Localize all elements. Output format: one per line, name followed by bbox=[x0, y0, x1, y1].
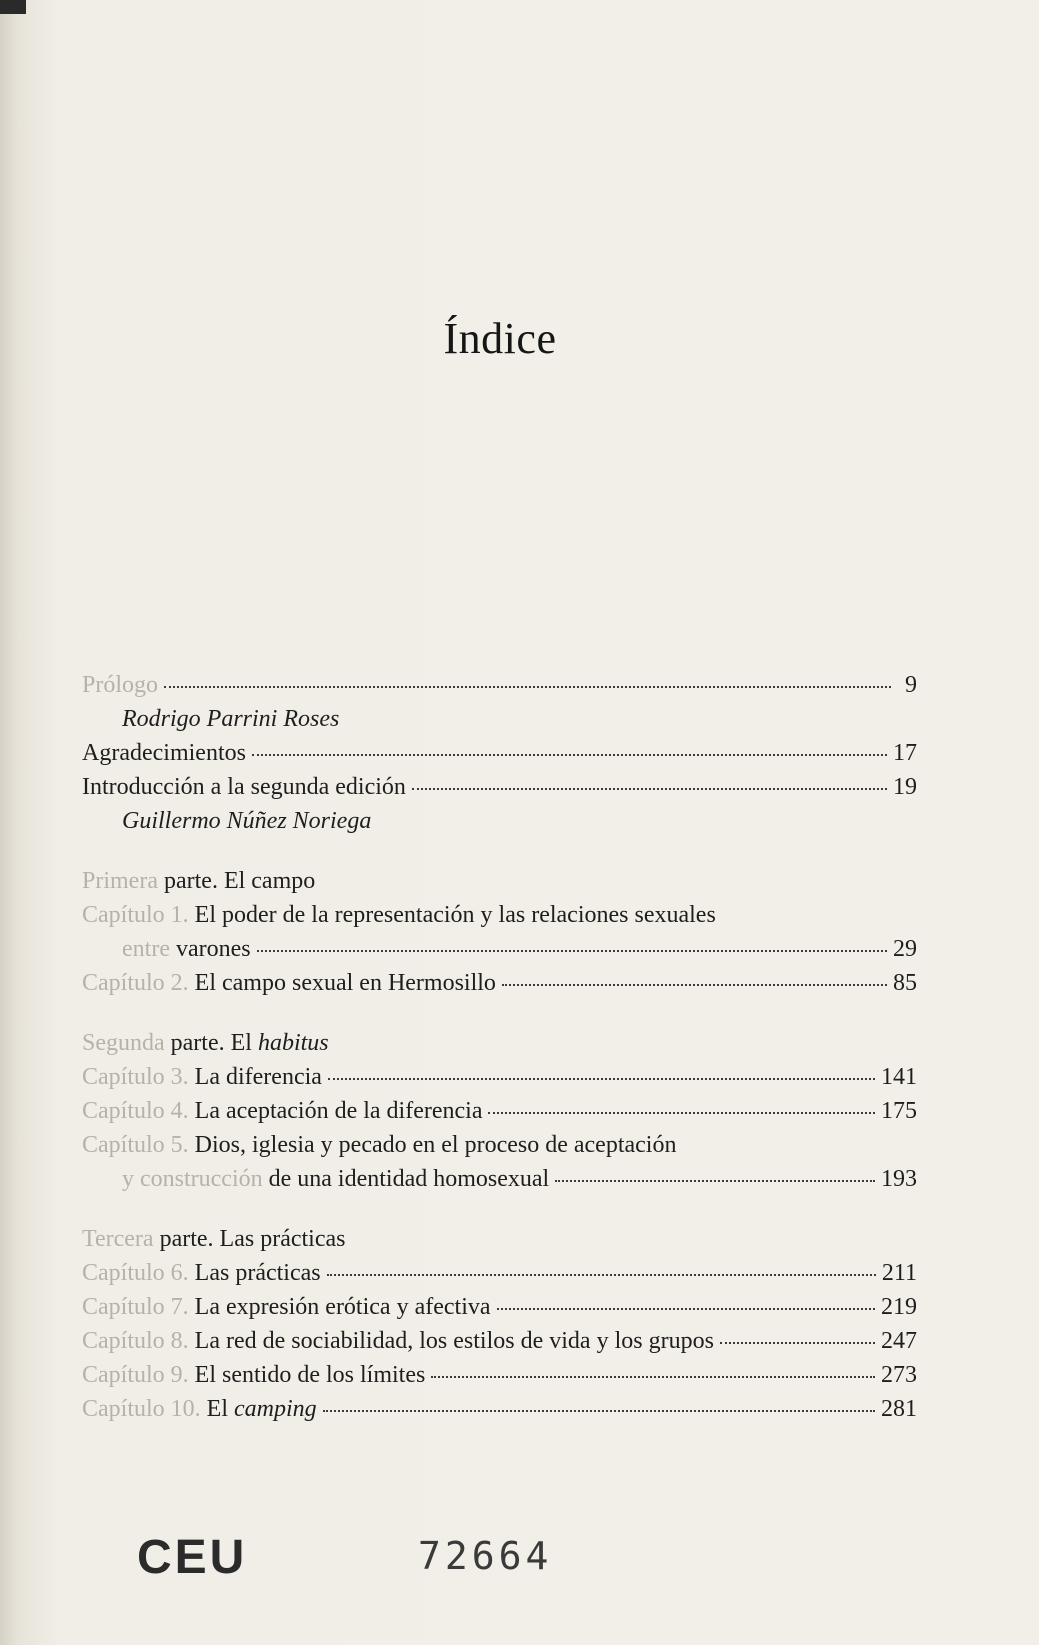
toc-entry-chapter-10 bbox=[82, 1392, 917, 1426]
toc-entry-chapter-2 bbox=[82, 966, 917, 1000]
chapter-label bbox=[82, 1392, 317, 1426]
toc-entry-agradecimientos bbox=[82, 736, 917, 770]
toc-entry-chapter-3 bbox=[82, 1060, 917, 1094]
leader-dots bbox=[488, 1111, 875, 1114]
part-title: parte. Las prácticas bbox=[159, 1226, 346, 1252]
chapter-prefix: Capítulo bbox=[82, 1098, 165, 1124]
toc-entry-chapter-7 bbox=[82, 1290, 917, 1324]
chapter-title: Dios, iglesia y pecado en el proceso de aceptación bbox=[194, 1132, 677, 1158]
leader-dots bbox=[323, 1409, 875, 1412]
chapter-number: 8. bbox=[170, 1328, 189, 1354]
entry-label: Introducción a la segunda edición bbox=[82, 774, 406, 800]
part-prefix: Primera bbox=[82, 868, 158, 894]
leader-dots bbox=[412, 787, 887, 790]
chapter-label bbox=[82, 1290, 491, 1324]
part-1 bbox=[82, 864, 917, 1000]
library-stamp-logo: CEU bbox=[137, 1531, 248, 1584]
part-title: parte. El bbox=[170, 1030, 252, 1056]
chapter-title: La diferencia bbox=[194, 1064, 322, 1090]
toc-entry-chapter-9 bbox=[82, 1358, 917, 1392]
part-2 bbox=[82, 1026, 917, 1196]
page-number: 141 bbox=[881, 1064, 917, 1090]
toc-entry-chapter-5-cont bbox=[82, 1162, 917, 1196]
leader-dots bbox=[497, 1307, 875, 1310]
chapter-title: La aceptación de la diferencia bbox=[194, 1098, 483, 1124]
chapter-prefix: Capítulo bbox=[82, 1328, 165, 1354]
page-number: 273 bbox=[881, 1362, 917, 1388]
chapter-label bbox=[82, 1324, 714, 1358]
chapter-title: La red de sociabilidad, los estilos de vida y los grupos bbox=[194, 1328, 714, 1354]
chapter-number: 7. bbox=[170, 1294, 189, 1320]
toc-entry-chapter-4 bbox=[82, 1094, 917, 1128]
chapter-prefix: Capítulo bbox=[82, 1362, 165, 1388]
leader-dots bbox=[327, 1273, 876, 1276]
leader-dots bbox=[328, 1077, 875, 1080]
chapter-prefix: Capítulo bbox=[82, 1132, 165, 1158]
chapter-number: 3. bbox=[170, 1064, 189, 1090]
page-number: 19 bbox=[893, 774, 917, 800]
library-stamp-number: 72664 bbox=[418, 1534, 553, 1578]
chapter-prefix: Capítulo bbox=[82, 970, 165, 996]
page-number: 193 bbox=[881, 1166, 917, 1192]
chapter-label bbox=[82, 966, 496, 1000]
chapter-title-rest: varones bbox=[175, 936, 251, 962]
entry-label: Agradecimientos bbox=[82, 740, 246, 766]
front-matter bbox=[82, 668, 917, 838]
page-number: 219 bbox=[881, 1294, 917, 1320]
chapter-title: El sentido de los límites bbox=[194, 1362, 426, 1388]
page-number: 9 bbox=[905, 672, 917, 698]
chapter-number: 2. bbox=[170, 970, 189, 996]
toc-entry-chapter-1 bbox=[82, 898, 917, 932]
chapter-label bbox=[82, 1094, 482, 1128]
page-number: 17 bbox=[893, 740, 917, 766]
chapter-prefix: Capítulo bbox=[82, 1396, 165, 1422]
chapter-number: 4. bbox=[170, 1098, 189, 1124]
toc-entry-chapter-1-cont bbox=[82, 932, 917, 966]
toc-entry-chapter-5 bbox=[82, 1128, 917, 1162]
page-number: 211 bbox=[881, 1260, 917, 1286]
part-title-italic: habitus bbox=[257, 1030, 329, 1056]
chapter-title: El campo sexual en Hermosillo bbox=[194, 970, 496, 996]
chapter-label bbox=[82, 1256, 321, 1290]
chapter-label bbox=[82, 1358, 425, 1392]
chapter-title-cont bbox=[122, 1162, 549, 1196]
chapter-title-rest: de una identidad homosexual bbox=[268, 1166, 550, 1192]
part-title: parte. El campo bbox=[163, 868, 316, 894]
page-title: Índice bbox=[443, 314, 557, 364]
table-of-contents bbox=[82, 668, 917, 1452]
page-edge bbox=[0, 0, 26, 14]
part-heading bbox=[82, 1026, 917, 1060]
chapter-number: 5. bbox=[170, 1132, 189, 1158]
chapter-title-prefix: y construcción bbox=[122, 1166, 263, 1192]
chapter-title: La expresión erótica y afectiva bbox=[194, 1294, 491, 1320]
leader-dots bbox=[257, 949, 887, 952]
entry-label: Prólogo bbox=[82, 672, 159, 698]
leader-dots bbox=[720, 1341, 875, 1344]
page-number: 175 bbox=[881, 1098, 917, 1124]
part-prefix: Segunda bbox=[82, 1030, 165, 1056]
leader-dots bbox=[164, 685, 891, 688]
part-heading bbox=[82, 864, 917, 898]
toc-entry-introduccion bbox=[82, 770, 917, 804]
leader-dots bbox=[502, 983, 887, 986]
page-number: 247 bbox=[881, 1328, 917, 1354]
part-3 bbox=[82, 1222, 917, 1426]
chapter-number: 6. bbox=[170, 1260, 189, 1286]
part-prefix: Tercera bbox=[82, 1226, 154, 1252]
chapter-title: Las prácticas bbox=[194, 1260, 321, 1286]
part-heading bbox=[82, 1222, 917, 1256]
leader-dots bbox=[252, 753, 887, 756]
page-number: 85 bbox=[893, 970, 917, 996]
chapter-prefix: Capítulo bbox=[82, 902, 165, 928]
chapter-number: 9. bbox=[170, 1362, 189, 1388]
page-number: 281 bbox=[881, 1396, 917, 1422]
entry-author: Rodrigo Parrini Roses bbox=[122, 706, 340, 732]
chapter-prefix: Capítulo bbox=[82, 1260, 165, 1286]
chapter-number: 10. bbox=[170, 1396, 201, 1422]
chapter-title: El poder de la representación y las relaciones sexuales bbox=[194, 902, 716, 928]
chapter-prefix: Capítulo bbox=[82, 1294, 165, 1320]
chapter-number: 1. bbox=[170, 902, 189, 928]
chapter-title-prefix: entre bbox=[122, 936, 170, 962]
toc-entry-chapter-8 bbox=[82, 1324, 917, 1358]
chapter-label bbox=[82, 1060, 322, 1094]
chapter-title-cont bbox=[122, 932, 251, 966]
chapter-prefix: Capítulo bbox=[82, 1064, 165, 1090]
toc-entry-prologo bbox=[82, 668, 917, 702]
chapter-title: El bbox=[206, 1396, 228, 1422]
chapter-title-italic: camping bbox=[234, 1396, 317, 1422]
leader-dots bbox=[431, 1375, 875, 1378]
page-number: 29 bbox=[893, 936, 917, 962]
leader-dots bbox=[555, 1179, 875, 1182]
toc-entry-chapter-6 bbox=[82, 1256, 917, 1290]
entry-author: Guillermo Núñez Noriega bbox=[122, 808, 372, 834]
